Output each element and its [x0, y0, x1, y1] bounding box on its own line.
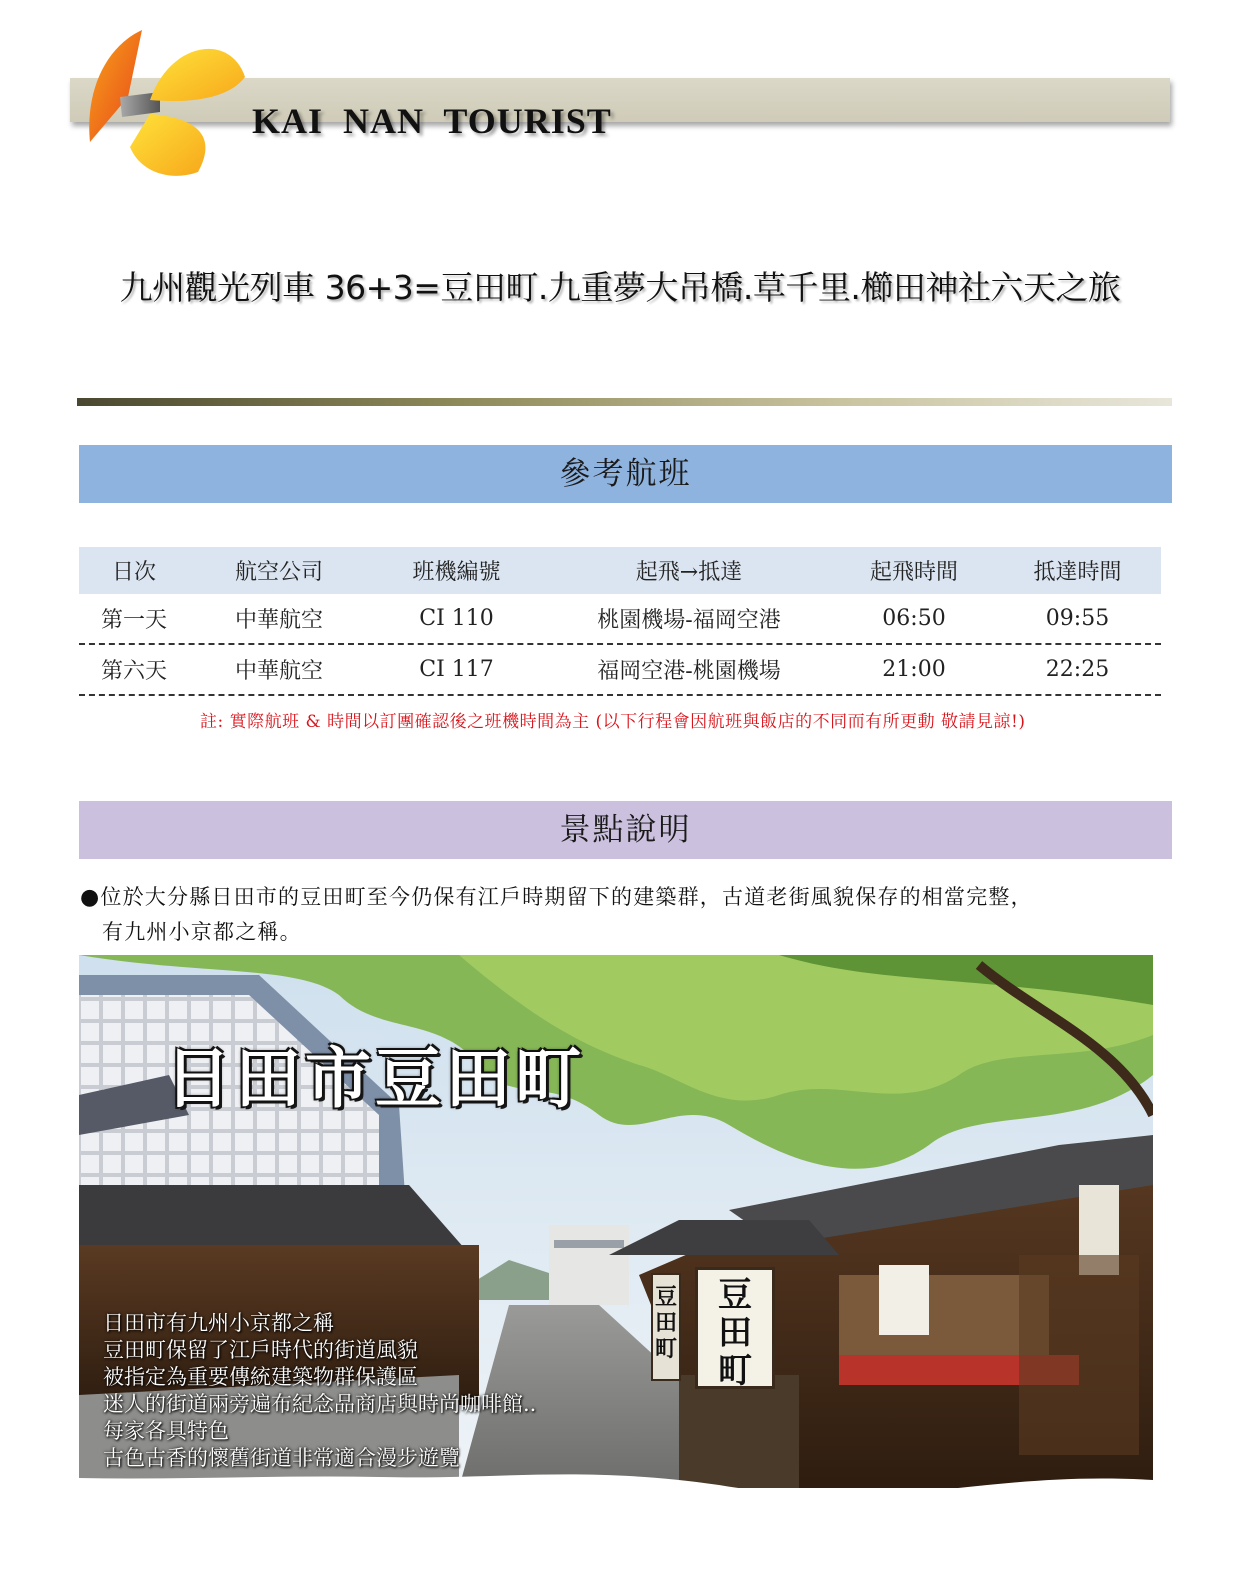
col-depart-time: 起飛時間 — [869, 560, 958, 585]
spot-description — [80, 880, 1160, 950]
cell-airline: 中華航空 — [234, 608, 323, 633]
title-divider — [77, 398, 1172, 406]
photo-title: 日田市豆田町 — [165, 1040, 585, 1117]
mameda-street-photo — [79, 955, 1153, 1488]
page-header — [0, 0, 1240, 200]
table-row — [79, 645, 1161, 696]
description-line-2: 有九州小京都之稱。 — [102, 920, 302, 944]
table-row — [79, 594, 1161, 645]
col-airline: 航空公司 — [234, 560, 323, 585]
photo-caption — [103, 1310, 536, 1472]
col-flight-no: 班機編號 — [412, 560, 501, 585]
cell-arrive-time: 09:55 — [1045, 606, 1110, 631]
spots-heading: 景點說明 — [79, 801, 1172, 859]
cell-depart-time: 21:00 — [882, 657, 946, 682]
brand-name: KAI NAN TOURIST — [252, 101, 612, 141]
cell-arrive-time: 22:25 — [1045, 657, 1110, 682]
caption-line: 被指定為重要傳統建築物群保護區 — [103, 1365, 418, 1389]
caption-line: 迷人的街道兩旁遍布紀念品商店與時尚咖啡館.. — [103, 1392, 537, 1416]
cell-day: 第六天 — [100, 659, 167, 684]
cell-airline: 中華航空 — [234, 659, 323, 684]
cell-flight-no: CI 117 — [419, 657, 494, 682]
col-arrive-time: 抵達時間 — [1033, 560, 1122, 585]
lantern-sign: 豆 田 町 — [695, 1267, 775, 1389]
k-swoosh-logo-icon — [80, 22, 250, 182]
col-day: 日次 — [111, 560, 156, 585]
caption-line: 古色古香的懷舊街道非常適合漫步遊覽 — [103, 1446, 460, 1470]
cell-route: 桃園機場-福岡空港 — [597, 608, 781, 633]
lantern-side-sign: 豆 田 町 — [651, 1273, 681, 1381]
caption-line: 日田市有九州小京都之稱 — [103, 1311, 334, 1335]
flight-table-header — [79, 547, 1161, 594]
cell-day: 第一天 — [100, 608, 167, 633]
tour-title: 九州觀光列車 36+3=豆田町.九重夢大吊橋.草千里.櫛田神社六天之旅 — [119, 268, 1121, 307]
flights-heading: 參考航班 — [79, 445, 1172, 503]
caption-line: 每家各具特色 — [103, 1419, 229, 1443]
flight-note: 註: 實際航班 & 時間以訂團確認後之班機時間為主 (以下行程會因航班與飯店的不同而有所更動 敬請見諒!) — [200, 712, 1026, 732]
cell-route: 福岡空港-桃園機場 — [597, 659, 781, 684]
col-route: 起飛→抵達 — [635, 560, 743, 585]
caption-line: 豆田町保留了江戶時代的街道風貌 — [103, 1338, 418, 1362]
flight-table — [79, 547, 1161, 696]
description-line-1: 位於大分縣日田市的豆田町至今仍保有江戶時期留下的建築群，古道老街風貌保存的相當完整， — [100, 885, 1033, 909]
bullet-icon: ● — [80, 885, 101, 910]
cell-flight-no: CI 110 — [419, 606, 494, 631]
cell-depart-time: 06:50 — [882, 606, 946, 631]
